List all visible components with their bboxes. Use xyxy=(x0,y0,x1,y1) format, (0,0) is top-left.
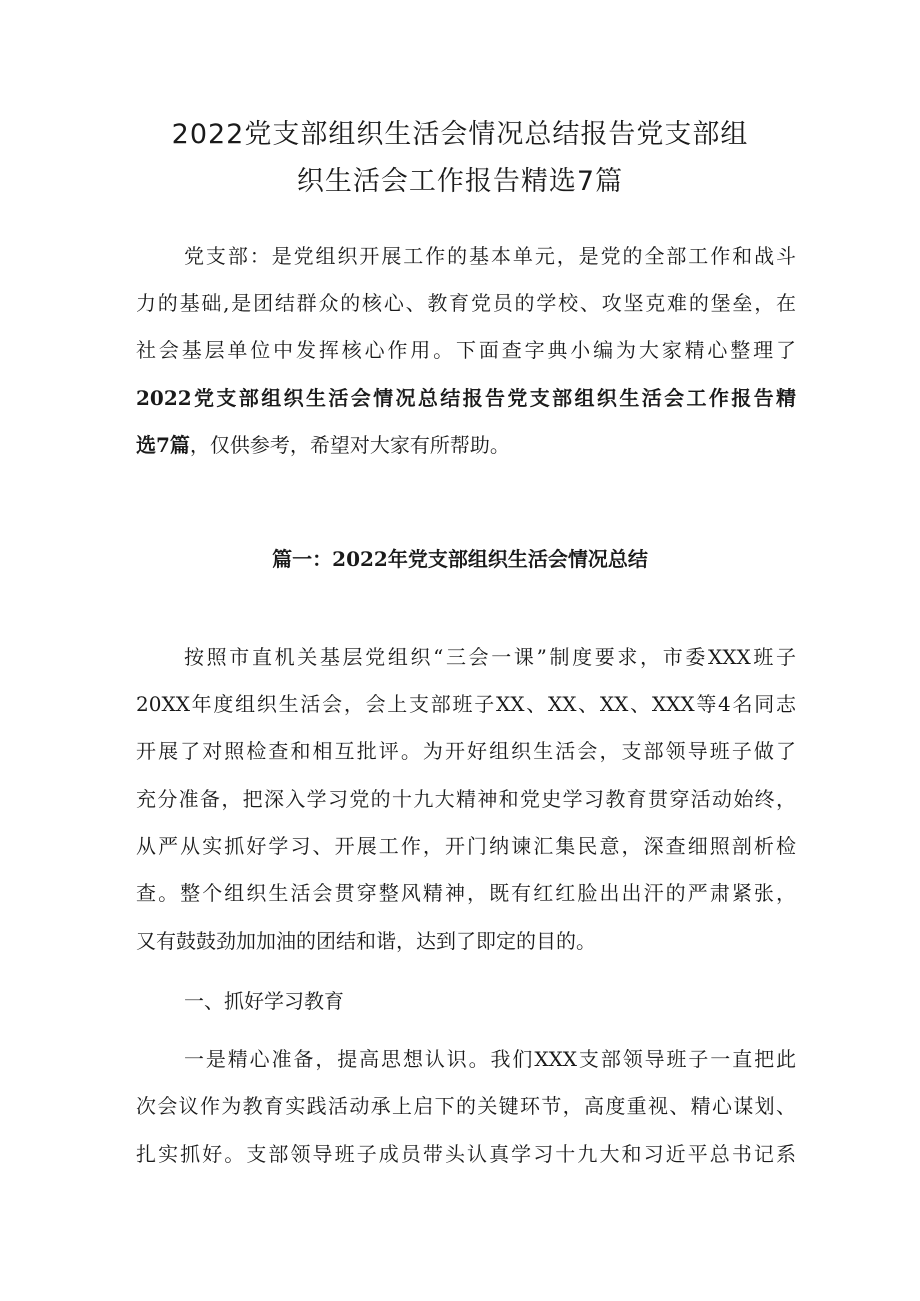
intro-line-5 xyxy=(136,431,796,459)
paragraph-line: 20XX年度组织生活会，会上支部班子XX、XX、XX、XXX等4名同志 xyxy=(136,692,796,716)
intro-line-4: 2022党支部组织生活会情况总结报告党支部组织生活会工作报告精 xyxy=(136,386,796,410)
intro-line-2: 力的基础,是团结群众的核心、教育党员的学校、攻坚克难的堡垒，在 xyxy=(136,291,796,315)
section-heading: 篇一：2022年党支部组织生活会情况总结 xyxy=(272,547,648,571)
paragraph-line: 次会议作为教育实践活动承上启下的关键环节，高度重视、精心谋划、 xyxy=(136,1094,796,1118)
intro-line-5-rest: ，仅供参考，希望对大家有所帮助。 xyxy=(189,433,510,457)
subheading: 一、抓好学习教育 xyxy=(184,989,344,1013)
paragraph-line: 一是精心准备，提高思想认识。我们XXX支部领导班子一直把此 xyxy=(184,1047,796,1071)
paragraph-line: 按照市直机关基层党组织“三会一课”制度要求，市委XXX班子 xyxy=(184,645,796,669)
intro-line-1: 党支部：是党组织开展工作的基本单元，是党的全部工作和战斗 xyxy=(184,244,796,268)
paragraph-line: 开展了对照检查和相互批评。为开好组织生活会，支部领导班子做了 xyxy=(136,739,796,763)
paragraph-line: 充分准备，把深入学习党的十九大精神和党史学习教育贯穿活动始终， xyxy=(136,787,796,811)
paragraph-line: 扎实抓好。支部领导班子成员带头认真学习十九大和习近平总书记系 xyxy=(136,1142,796,1166)
intro-line-5-bold: 选7篇 xyxy=(136,433,190,457)
document-title-line-1: 2022党支部组织生活会情况总结报告党支部组 xyxy=(171,119,749,150)
intro-line-3: 社会基层单位中发挥核心作用。下面查字典小编为大家精心整理了 xyxy=(136,338,796,362)
document-title-line-2: 织生活会工作报告精选7篇 xyxy=(296,166,624,197)
paragraph-line: 又有鼓鼓劲加加油的团结和谐，达到了即定的目的。 xyxy=(136,929,596,953)
paragraph-line: 查。整个组织生活会贯穿整风精神，既有红红脸出出汗的严肃紧张， xyxy=(136,881,796,905)
paragraph-line: 从严从实抓好学习、开展工作，开门纳谏汇集民意，深查细照剖析检 xyxy=(136,834,796,858)
